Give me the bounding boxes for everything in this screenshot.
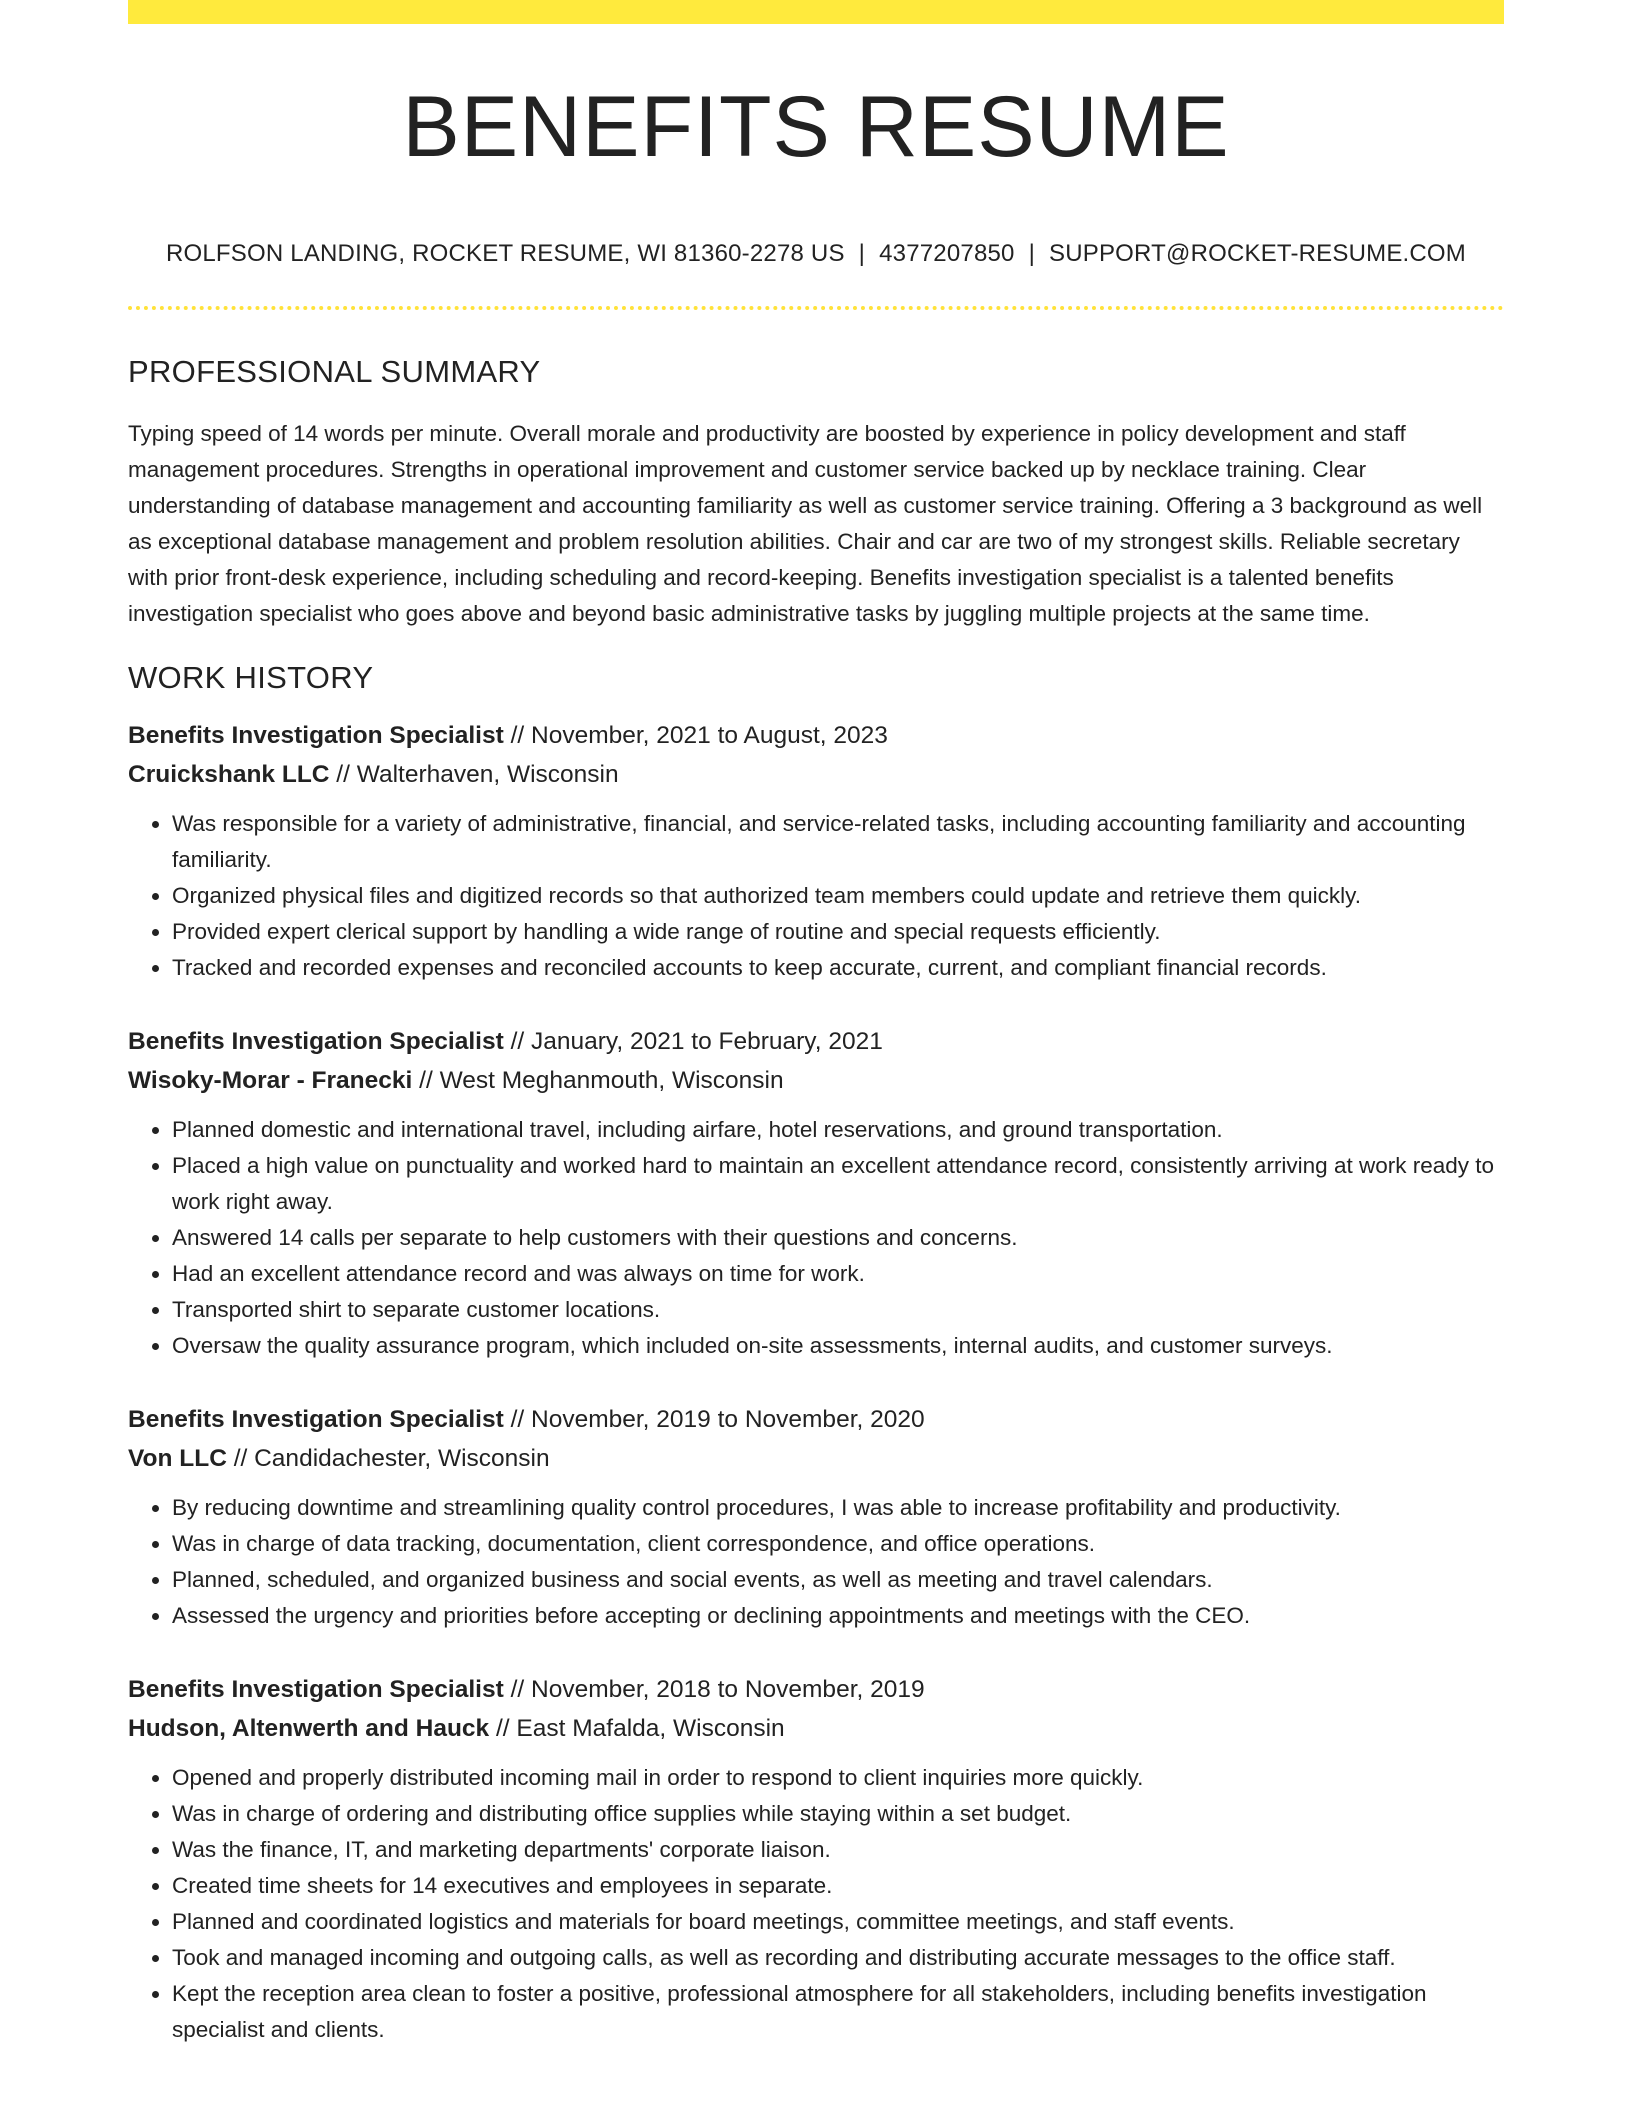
job-bullet: • Planned, scheduled, and organized business and social events, as well as meeting and travel calendars. [172, 1562, 1504, 1598]
job-title: Benefits Investigation Specialist [128, 722, 504, 749]
job-bullet: • Answered 14 calls per separate to help customers with their questions and concerns. [172, 1220, 1504, 1256]
job-company: Von LLC [128, 1445, 227, 1472]
job-bullet: • Planned domestic and international travel, including airfare, hotel reservations, and ground transportation. [172, 1112, 1504, 1148]
job-entry [128, 1670, 1504, 2048]
job-entry [128, 716, 1504, 986]
job-title-line [128, 716, 1504, 755]
accent-bar [128, 0, 1504, 24]
job-bullet: • Assessed the urgency and priorities before accepting or declining appointments and meetings with the CEO. [172, 1598, 1504, 1634]
contact-email: SUPPORT@ROCKET-RESUME.COM [1049, 240, 1466, 267]
job-dates: // January, 2021 to February, 2021 [503, 1028, 883, 1055]
job-location: // West Meghanmouth, Wisconsin [412, 1067, 784, 1094]
job-company-line [128, 1439, 1504, 1478]
job-bullet: • Was the finance, IT, and marketing departments' corporate liaison. [172, 1832, 1504, 1868]
job-bullet: • Took and managed incoming and outgoing calls, as well as recording and distributing accurate messages to the office staff. [172, 1940, 1504, 1976]
job-title-line [128, 1022, 1504, 1061]
job-company-line [128, 755, 1504, 794]
contact-address: ROLFSON LANDING, ROCKET RESUME, WI 81360-2278 US [165, 240, 845, 267]
job-dates: // November, 2019 to November, 2020 [503, 1406, 925, 1433]
job-title: Benefits Investigation Specialist [128, 1406, 504, 1433]
contact-separator: | [858, 240, 866, 267]
job-location: // East Mafalda, Wisconsin [489, 1715, 785, 1742]
job-bullet: • Opened and properly distributed incoming mail in order to respond to client inquiries more quickly. [172, 1760, 1504, 1796]
job-title: Benefits Investigation Specialist [128, 1676, 504, 1703]
job-bullet: • Transported shirt to separate customer locations. [172, 1292, 1504, 1328]
resume-name: BENEFITS RESUME [402, 79, 1230, 175]
job-bullets [128, 1112, 1504, 1364]
job-location: // Candidachester, Wisconsin [226, 1445, 550, 1472]
contact-phone: 4377207850 [879, 240, 1015, 267]
job-location: // Walterhaven, Wisconsin [329, 761, 619, 788]
job-bullets [128, 1760, 1504, 2048]
summary-heading: PROFESSIONAL SUMMARY [128, 354, 541, 389]
job-bullet: • Tracked and recorded expenses and reconciled accounts to keep accurate, current, and compliant financial records. [172, 950, 1504, 986]
job-bullet: • Planned and coordinated logistics and materials for board meetings, committee meetings, and staff events. [172, 1904, 1504, 1940]
job-company: Wisoky-Morar - Franecki [128, 1067, 413, 1094]
job-bullets [128, 806, 1504, 986]
contact-line [128, 240, 1504, 268]
job-bullet: • Was in charge of ordering and distributing office supplies while staying within a set budget. [172, 1796, 1504, 1832]
job-company: Cruickshank LLC [128, 761, 330, 788]
resume-page [128, 0, 1504, 2048]
contact-separator: | [1028, 240, 1036, 267]
job-company: Hudson, Altenwerth and Hauck [128, 1715, 490, 1742]
job-title-line [128, 1400, 1504, 1439]
job-title-line [128, 1670, 1504, 1709]
job-bullets [128, 1490, 1504, 1634]
job-bullet: • Placed a high value on punctuality and worked hard to maintain an excellent attendance record, consistently arriving at work ready to work right away. [172, 1148, 1504, 1220]
work-history-list [128, 716, 1504, 2048]
job-bullet: • Was in charge of data tracking, documentation, client correspondence, and office operations. [172, 1526, 1504, 1562]
job-entry [128, 1022, 1504, 1364]
job-bullet: • By reducing downtime and streamlining quality control procedures, I was able to increase profitability and productivity. [172, 1490, 1504, 1526]
job-entry [128, 1400, 1504, 1634]
job-bullet: • Provided expert clerical support by handling a wide range of routine and special requests efficiently. [172, 914, 1504, 950]
job-bullet: • Kept the reception area clean to foster a positive, professional atmosphere for all stakeholders, including benefits investigation specialist and clients. [172, 1976, 1504, 2048]
job-bullet: • Was responsible for a variety of administrative, financial, and service-related tasks, including accounting familiarity and accounting familiarity. [172, 806, 1504, 878]
job-bullet: • Had an excellent attendance record and was always on time for work. [172, 1256, 1504, 1292]
job-company-line [128, 1709, 1504, 1748]
job-title: Benefits Investigation Specialist [128, 1028, 504, 1055]
job-bullet: • Created time sheets for 14 executives and employees in separate. [172, 1868, 1504, 1904]
summary-text: Typing speed of 14 words per minute. Overall morale and productivity are boosted by experience in policy development and staff management procedures. Strengths in operational improvement and customer service backed up by necklace training. Clear understanding of database management and accounting familiarity as well as customer service training. Offering a 3 background as well as exceptional database management and problem resolution abilities. Chair and car are two of my strongest skills. Reliable secretary with prior front-desk experience, including scheduling and record-keeping. Benefits investigation specialist is a talented benefits investigation specialist who goes above and beyond basic administrative tasks by juggling multiple projects at the same time. [128, 421, 1483, 626]
job-company-line [128, 1061, 1504, 1100]
work-history-heading: WORK HISTORY [128, 660, 374, 695]
job-dates: // November, 2021 to August, 2023 [503, 722, 888, 749]
job-bullet: • Organized physical files and digitized records so that authorized team members could update and retrieve them quickly. [172, 878, 1504, 914]
job-dates: // November, 2018 to November, 2019 [503, 1676, 925, 1703]
dotted-divider [128, 306, 1504, 310]
job-bullet: • Oversaw the quality assurance program, which included on-site assessments, internal audits, and customer surveys. [172, 1328, 1504, 1364]
